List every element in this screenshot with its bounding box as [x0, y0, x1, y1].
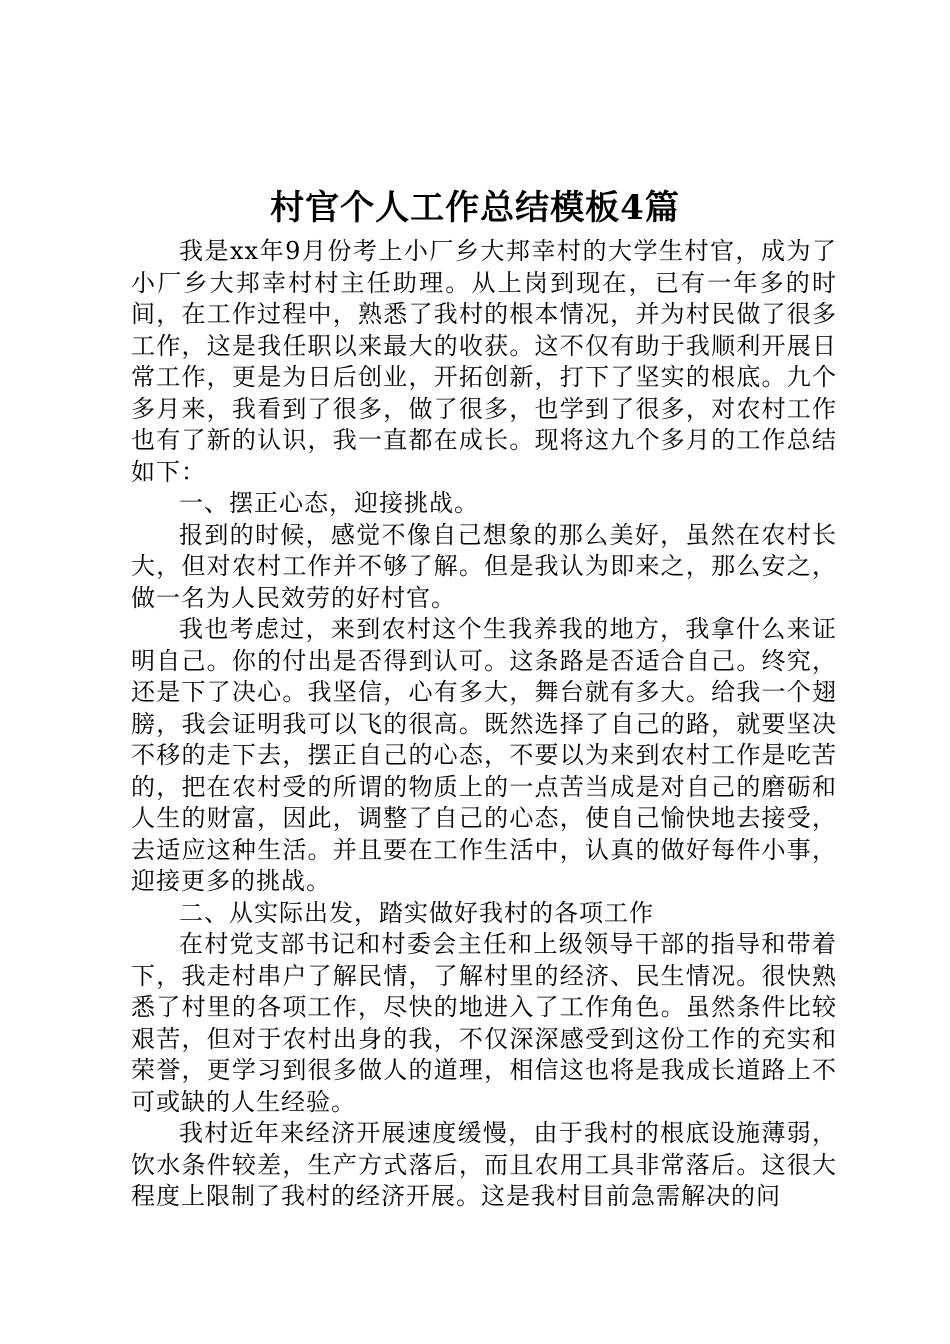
- section-heading-2: 二、从实际出发，踏实做好我村的各项工作: [179, 898, 654, 927]
- paragraph: 我村近年来经济开展速度缓慢，由于我村的根底设施薄弱，饮水条件较差，生产方式落后，而且农用工具非常落后。这很大程度上限制了我村的经济开展。这是我村目前急需解决的问: [131, 1119, 837, 1210]
- section-heading-1: 一、摆正心态，迎接挑战。: [179, 489, 479, 517]
- paragraph: 我也考虑过，来到农村这个生我养我的地方，我拿什么来证明自己。你的付出是否得到认可。这条路是否适合自己。终究，还是下了决心。我坚信，心有多大，舞台就有多大。给我一个翅膀，我会证明我可以飞的很高。既然选择了自己的路，就要坚决不移的走下去，摆正自己的心态，不要以为来到农村工作是吃苦的，把在农村受的所谓的物质上的一点苦当成是对自己的磨砺和人生的财富，因此，调整了自己的心态，使自己愉快地去接受，去适应这种生活。并且要在工作生活中，认真的做好每件小事，迎接更多的挑战。: [131, 615, 837, 895]
- document-body: [131, 236, 837, 1213]
- paragraph-intro: 我是xx年9月份考上小厂乡大邦幸村的大学生村官，成为了小厂乡大邦幸村村主任助理。从上岗到现在，已有一年多的时间，在工作过程中，熟悉了我村的根本情况，并为村民做了很多工作，这是我任职以来最大的收获。这不仅有助于我顺利开展日常工作，更是为日后创业，开拓创新，打下了坚实的根底。九个多月来，我看到了很多，做了很多，也学到了很多，对农村工作也有了新的认识，我一直都在成长。现将这九个多月的工作总结如下：: [131, 237, 837, 486]
- paragraph: 报到的时候，感觉不像自己想象的那么美好，虽然在农村长大，但对农村工作并不够了解。但是我认为即来之，那么安之，做一名为人民效劳的好村官。: [131, 520, 837, 612]
- paragraph: 在村党支部书记和村委会主任和上级领导干部的指导和带着下，我走村串户了解民情，了解村里的经济、民生情况。很快熟悉了村里的各项工作，尽快的地进入了工作角色。虽然条件比较艰苦，但对于农村出身的我，不仅深深感受到这份工作的充实和荣誉，更学习到很多做人的道理，相信这也将是我成长道路上不可或缺的人生经验。: [131, 930, 837, 1116]
- document-title: 村官个人工作总结模板4篇: [270, 188, 680, 228]
